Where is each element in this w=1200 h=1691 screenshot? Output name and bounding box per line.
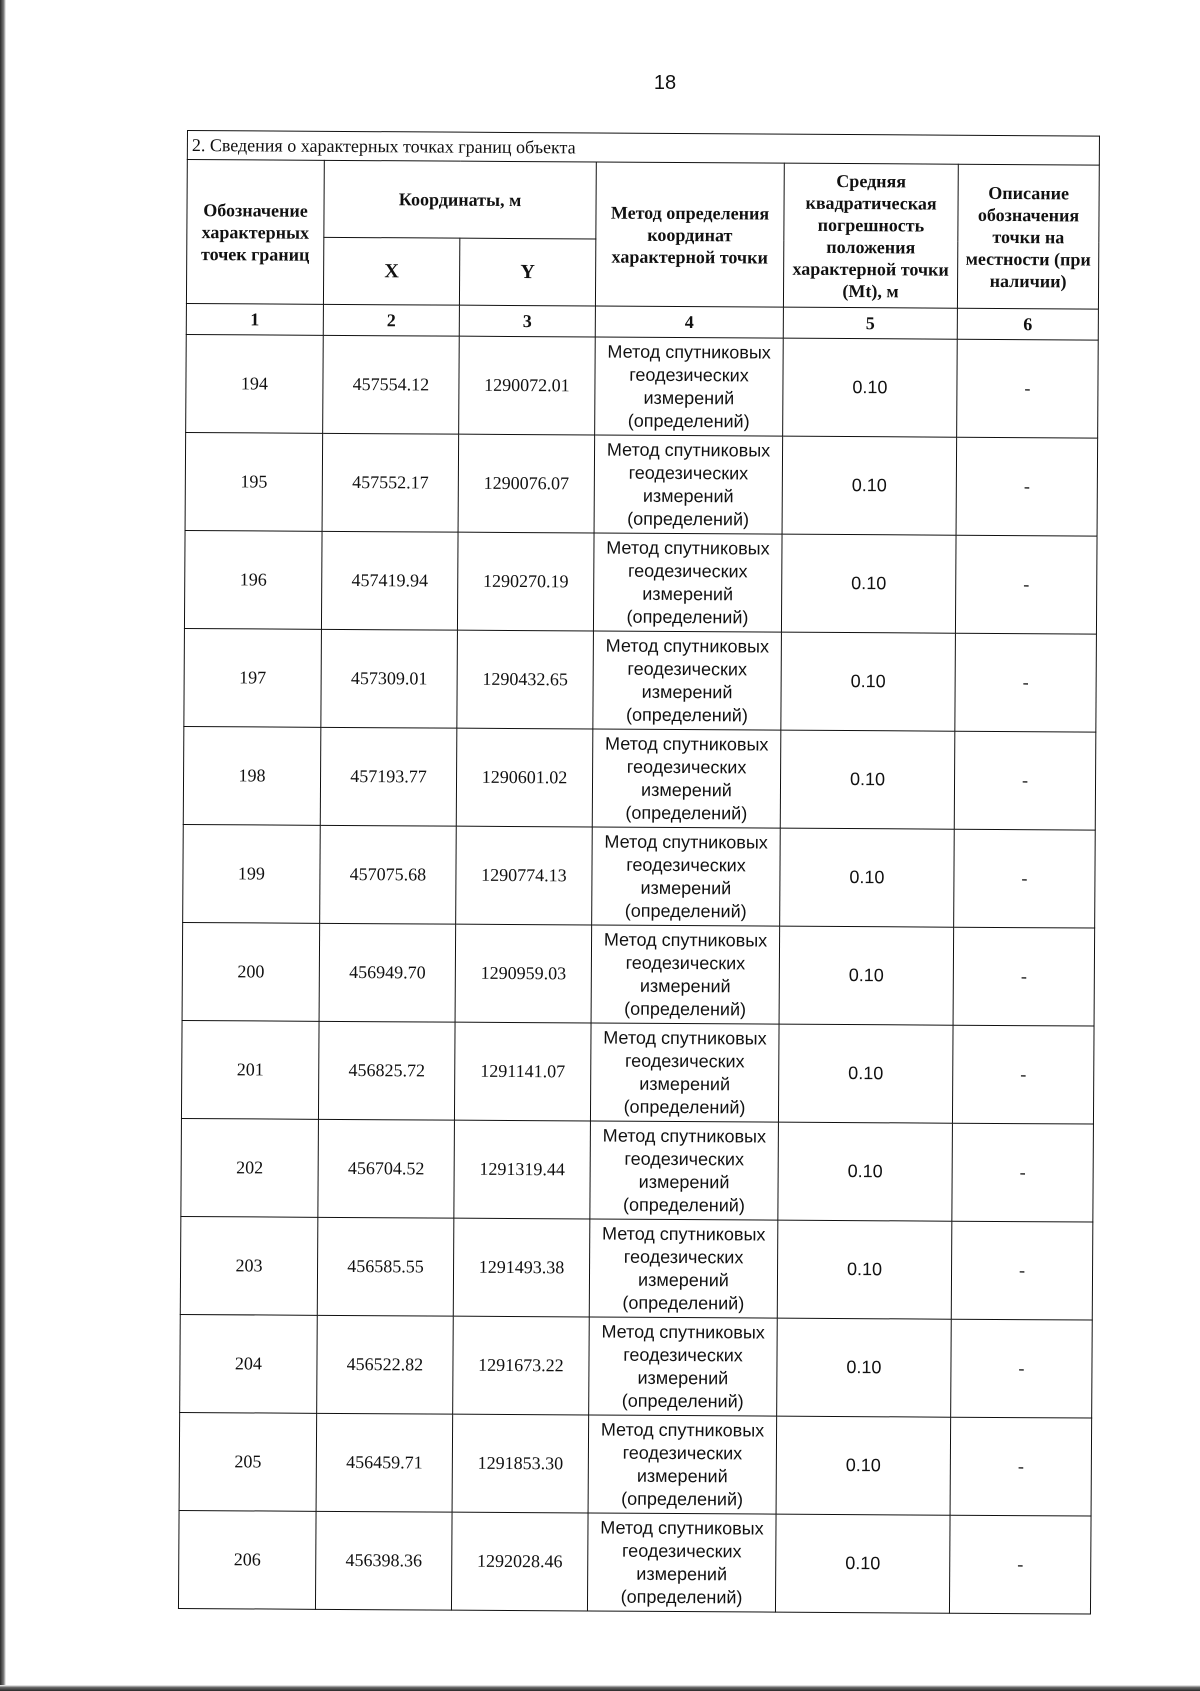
y-coordinate: 1290774.13 (456, 826, 593, 925)
table-row (180, 1314, 1093, 1418)
table-row (183, 824, 1096, 928)
mt-cell: 0.10 (780, 730, 955, 829)
table-row (185, 432, 1098, 536)
point-id: 201 (181, 1020, 319, 1119)
boundary-points-table (178, 130, 1100, 1615)
table-row (181, 1020, 1094, 1124)
mt-cell: 0.10 (776, 1416, 951, 1515)
description-cell: - (954, 731, 1096, 830)
x-coordinate: 456825.72 (318, 1021, 455, 1120)
table-row (181, 1118, 1094, 1222)
y-coordinate: 1291319.44 (454, 1120, 591, 1219)
column-number: 5 (783, 307, 957, 339)
x-coordinate: 457075.68 (320, 825, 457, 924)
x-coordinate: 457552.17 (322, 433, 459, 532)
description-cell: - (952, 1123, 1094, 1222)
mt-cell: 0.10 (780, 828, 955, 927)
mt-cell: 0.10 (777, 1220, 952, 1319)
method-cell: Метод спутниковых геодезических измерений (определений) (590, 1023, 779, 1122)
point-id: 205 (179, 1412, 317, 1511)
header-x: X (323, 237, 459, 305)
method-cell: Метод спутниковых геодезических измерений (определений) (592, 827, 781, 926)
x-coordinate: 456585.55 (317, 1217, 454, 1316)
column-number: 4 (595, 306, 783, 338)
method-cell: Метод спутниковых геодезических измерений (определений) (591, 925, 780, 1024)
description-cell: - (953, 927, 1095, 1026)
column-number: 1 (186, 303, 323, 335)
description-cell: - (955, 633, 1097, 732)
point-id: 199 (183, 824, 321, 923)
column-number: 6 (957, 308, 1098, 340)
point-id: 196 (184, 530, 322, 629)
point-id: 204 (180, 1314, 318, 1413)
table-row (182, 922, 1095, 1026)
y-coordinate: 1290432.65 (457, 630, 594, 729)
page-number: 18 (653, 72, 677, 94)
y-coordinate: 1292028.46 (451, 1512, 588, 1611)
mt-cell: 0.10 (778, 1024, 953, 1123)
method-cell: Метод спутниковых геодезических измерений (определений) (594, 435, 783, 534)
column-number: 3 (459, 305, 595, 337)
x-coordinate: 456522.82 (317, 1315, 454, 1414)
x-coordinate: 457554.12 (323, 335, 460, 434)
y-coordinate: 1290072.01 (459, 336, 596, 435)
method-cell: Метод спутниковых геодезических измерений (определений) (589, 1219, 778, 1318)
table-row (186, 334, 1099, 438)
y-coordinate: 1291493.38 (453, 1218, 590, 1317)
table-row (184, 628, 1097, 732)
mt-cell: 0.10 (775, 1514, 950, 1613)
y-coordinate: 1291141.07 (454, 1022, 591, 1121)
header-mt: Средняя квадратическая погрешность положения характерной точки (Mt), м (783, 163, 958, 308)
point-id: 200 (182, 922, 320, 1021)
table-row (178, 1510, 1091, 1614)
method-cell: Метод спутниковых геодезических измерений (определений) (589, 1317, 778, 1416)
scan-edge-left (0, 0, 6, 1691)
point-id: 203 (180, 1216, 318, 1315)
point-id: 195 (185, 432, 323, 531)
method-cell: Метод спутниковых геодезических измерений (определений) (593, 631, 782, 730)
mt-cell: 0.10 (783, 338, 958, 437)
y-coordinate: 1290601.02 (456, 728, 593, 827)
x-coordinate: 456949.70 (319, 923, 456, 1022)
x-coordinate: 457309.01 (321, 629, 458, 728)
x-coordinate: 456459.71 (316, 1413, 453, 1512)
y-coordinate: 1291673.22 (453, 1316, 590, 1415)
table-row (179, 1412, 1092, 1516)
mt-cell: 0.10 (777, 1318, 952, 1417)
x-coordinate: 457419.94 (321, 531, 458, 630)
description-cell: - (951, 1319, 1093, 1418)
description-cell: - (949, 1515, 1091, 1614)
mt-cell: 0.10 (778, 1122, 953, 1221)
y-coordinate: 1290270.19 (457, 532, 594, 631)
header-coordinates: Координаты, м (324, 160, 596, 239)
header-y: Y (459, 238, 595, 306)
description-cell: - (950, 1417, 1092, 1516)
header-method: Метод определения координат характерной точки (595, 162, 784, 307)
method-cell: Метод спутниковых геодезических измерений (определений) (588, 1415, 777, 1514)
mt-cell: 0.10 (779, 926, 954, 1025)
y-coordinate: 1290076.07 (458, 434, 595, 533)
table-row (180, 1216, 1093, 1320)
header-designation: Обозначение характерных точек границ (186, 160, 324, 305)
point-id: 194 (186, 334, 324, 433)
column-number: 2 (323, 304, 459, 336)
scan-edge-bottom (0, 1685, 1200, 1691)
table-row (183, 726, 1096, 830)
x-coordinate: 456398.36 (315, 1511, 452, 1610)
description-cell: - (951, 1221, 1093, 1320)
point-id: 198 (183, 726, 321, 825)
method-cell: Метод спутниковых геодезических измерений (определений) (590, 1121, 779, 1220)
x-coordinate: 456704.52 (318, 1119, 455, 1218)
table-caption: 2. Сведения о характерных точках границ объекта (187, 131, 1099, 166)
method-cell: Метод спутниковых геодезических измерений (определений) (587, 1513, 776, 1612)
method-cell: Метод спутниковых геодезических измерений (определений) (593, 533, 782, 632)
y-coordinate: 1290959.03 (455, 924, 592, 1023)
description-cell: - (954, 829, 1096, 928)
header-description: Описание обозначения точки на местности (при наличии) (957, 164, 1099, 309)
point-id: 206 (178, 1510, 316, 1609)
description-cell: - (957, 339, 1099, 438)
x-coordinate: 457193.77 (320, 727, 457, 826)
method-cell: Метод спутниковых геодезических измерений (определений) (592, 729, 781, 828)
description-cell: - (955, 535, 1097, 634)
point-id: 197 (184, 628, 322, 727)
method-cell: Метод спутниковых геодезических измерений (определений) (595, 337, 784, 436)
mt-cell: 0.10 (781, 534, 956, 633)
mt-cell: 0.10 (781, 632, 956, 731)
description-cell: - (952, 1025, 1094, 1124)
y-coordinate: 1291853.30 (452, 1414, 589, 1513)
mt-cell: 0.10 (782, 436, 957, 535)
table-row (184, 530, 1097, 634)
point-id: 202 (181, 1118, 319, 1217)
description-cell: - (956, 437, 1098, 536)
